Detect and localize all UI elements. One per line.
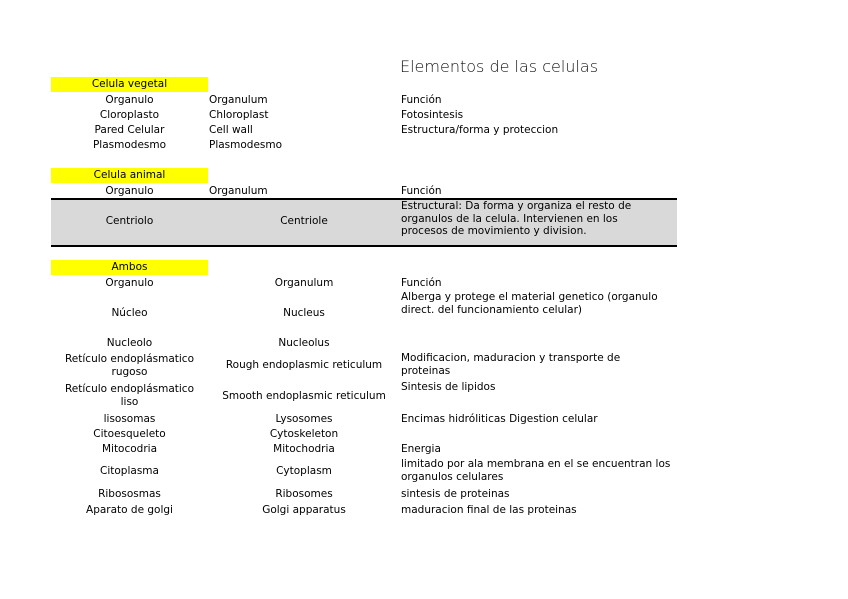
cell-organulum: Chloroplast [209,109,269,121]
cell-funcion: Estructural: Da forma y organiza el resto de organulos de la celula. Intervienen en los procesos de movimiento y division. [401,200,632,237]
cell-organulo: Cloroplasto [99,109,160,121]
cell-organulo: Núcleo [111,307,148,319]
cell-organulo: Aparato de golgi [86,504,173,516]
cell-organulum: Mitochodria [273,443,335,455]
cell-organulo: Centriolo [105,215,154,227]
cell-organulum: Golgi apparatus [262,504,346,516]
cell-organulo: Citoesqueleto [93,428,166,440]
cell-organulum: Lysosomes [275,413,333,425]
cell-organulum: Centriole [280,215,328,227]
cell-organulum: Plasmodesmo [209,139,283,151]
cell-organulo: Retículo endoplásmatico rugoso [64,353,194,378]
cell-funcion: limitado por ala membrana en el se encuentran los organulos celulares [401,458,671,483]
col-header-organulum: Organulum [209,94,268,106]
cell-organulum: Rough endoplasmic reticulum [225,359,383,371]
col-header-organulum: Organulum [274,277,334,289]
cell-organulum: Cytoskeleton [269,428,339,440]
cell-funcion: maduracion final de las proteinas [401,504,577,516]
cell-organulo: Retículo endoplásmatico liso [64,383,194,408]
cell-funcion: Sintesis de lipidos [401,381,496,393]
col-header-organulum: Organulum [209,185,268,197]
cell-organulum: Ribosomes [275,488,333,500]
cell-organulum: Nucleus [283,307,325,319]
cell-funcion: Energia [401,443,441,455]
cell-funcion: Estructura/forma y proteccion [401,124,559,136]
section-header-animal: Celula animal [51,168,208,183]
col-header-funcion: Función [401,94,442,106]
cell-organulum: Smooth endoplasmic reticulum [222,390,386,402]
cell-funcion: Alberga y protege el material genetico (organulo direct. del funcionamiento celular) [401,291,658,316]
cell-organulum: Cell wall [209,124,253,136]
cell-organulo: lisosomas [103,413,156,425]
cell-organulo: Nucleolo [106,337,153,349]
page-title: Elementos de las celulas [400,57,599,76]
cell-organulum: Cytoplasm [276,465,332,477]
section-header-vegetal: Celula vegetal [51,77,208,92]
cell-organulo: Ribososmas [98,488,161,500]
col-header-funcion: Función [401,277,442,289]
cell-organulo: Mitocodria [101,443,158,455]
cell-organulo: Citoplasma [100,465,159,477]
cell-funcion: Encimas hidróliticas Digestion celular [401,413,598,425]
cell-funcion: Fotosintesis [401,109,464,121]
col-header-organulo: Organulo [105,94,154,106]
cell-organulum: Nucleolus [278,337,330,349]
section-header-ambos: Ambos [51,260,208,275]
col-header-organulo: Organulo [105,277,154,289]
cell-funcion: Modificacion, maduracion y transporte de proteinas [401,352,621,377]
col-header-funcion: Función [401,185,442,197]
cell-organulo: Plasmodesmo [92,139,167,151]
col-header-organulo: Organulo [105,185,154,197]
cell-organulo: Pared Celular [94,124,165,136]
cell-funcion: sintesis de proteinas [401,488,510,500]
